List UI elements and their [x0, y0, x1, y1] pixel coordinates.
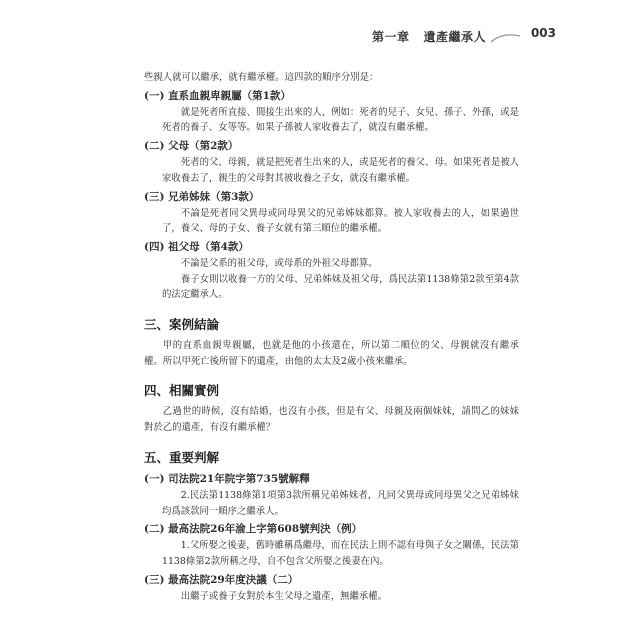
order-text-1: 就是死者所直接、間接生出來的人，例如：死者的兒子、女兒、孫子、外孫，或是死者的養子、女等等。如果子孫被人家收養去了，就沒有繼承權。 — [162, 106, 519, 134]
header-swoosh-icon — [490, 30, 522, 44]
intro-text: 些親人就可以繼承，就有繼承權。這四款的順序分別是： — [144, 72, 379, 83]
section-title-5: 五、重要判解 — [144, 449, 220, 465]
ruling-text-1: 2.民法第1138條第1項第3款所稱兄弟姊妹者，凡同父異母或同母異父之兄弟姊妹均爲該款同一順序之繼承人。 — [162, 489, 519, 517]
running-header — [372, 28, 522, 45]
section-title-4: 四、相關實例 — [144, 383, 220, 399]
order-text-4: 不論是父系的祖父母，或母系的外祖父母都算。 — [180, 257, 378, 269]
ruling-text-3: 出繼子或養子女對於本生父母之遺產，無繼承權。 — [180, 590, 388, 602]
section-title-3: 三、案例結論 — [144, 317, 220, 333]
order-heading-1: (一) 直系血親卑親屬（第1款） — [144, 89, 291, 102]
section-text-4: 乙過世的時候，沒有結婚，也沒有小孩，但是有父、母親及兩個妹妹，請問乙的妹妹對於乙的遺產，有沒有繼承權？ — [144, 406, 519, 434]
section-text-3: 甲的直系血親卑親屬，也就是他的小孩還在，所以第二順位的父、母親就沒有繼承權。所以甲死亡後所留下的遺產，由他的太太及2歲小孩來繼承。 — [144, 340, 519, 367]
order-text-3: 不論是死者同父異母或同母異父的兄弟姊妹都算。被人家收養去的人，如果過世了，養父、母的子女、養子女就有第三順位的繼承權。 — [162, 207, 519, 235]
page-body — [144, 70, 519, 604]
ruling-heading-2: (二) 最高法院26年渝上字第608號判決（例） — [144, 523, 363, 536]
chapter-title: 遺產繼承人 — [423, 30, 486, 44]
order-text-2: 死者的父、母親，就是把死者生出來的人，或是死者的養父、母。如果死者是被人家收養去了，親生的父母對其被收養之子女，就沒有繼承權。 — [162, 157, 519, 184]
page-number: 003 — [530, 26, 556, 40]
ruling-heading-3: (三) 最高法院29年度決議（二） — [144, 573, 299, 586]
order-heading-4: (四) 祖父母（第4款） — [144, 240, 249, 253]
order-text-4b: 養子女則以收養一方的父母、兄弟姊妹及祖父母，爲民法第1138條第2款至第4款的法定繼承人。 — [162, 273, 519, 301]
chapter-label: 第一章 — [371, 30, 410, 44]
ruling-heading-1: (一) 司法院21年院字第735號解釋 — [144, 472, 310, 485]
ruling-text-2: 1.父所娶之後妻，舊時雖稱爲繼母，而在民法上則不認有母與子女之關係，民法第1138條第2款所稱之母，自不包含父所娶之後妻在內。 — [162, 540, 519, 567]
order-heading-3: (三) 兄弟姊妹（第3款） — [144, 190, 260, 203]
order-heading-2: (二) 父母（第2款） — [144, 140, 239, 153]
